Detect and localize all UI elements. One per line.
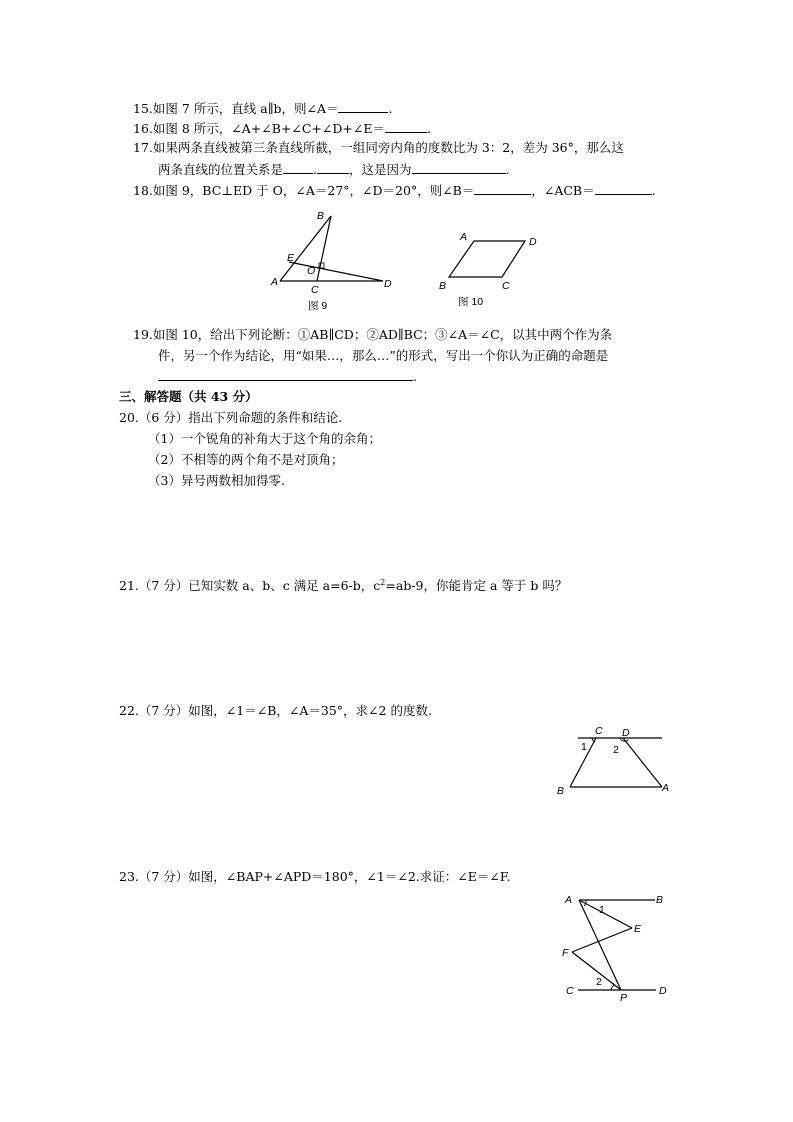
- fig22-label-b: B: [557, 785, 565, 797]
- fig10-label-d: D: [529, 236, 537, 248]
- fig10-label-c: C: [502, 280, 510, 292]
- question-23: 23.（7 分）如图，∠BAP+∠APD＝180°，∠1＝∠2.求证：∠E＝∠F.: [119, 869, 511, 884]
- question-19-line2: 件，另一个作为结论，用“如果…，那么…”的形式，写出一个你认为正确的命题是: [158, 348, 609, 363]
- figure-22: [552, 722, 682, 798]
- fig23-label-b: B: [656, 894, 664, 906]
- question-19-line3: .: [158, 368, 417, 385]
- fig10-label-b: B: [439, 280, 447, 292]
- fig23-label-e: E: [634, 923, 642, 935]
- fig23-label-2: 2: [596, 976, 602, 988]
- q19-answer-blank[interactable]: [158, 368, 413, 381]
- figure-10: [435, 226, 550, 310]
- question-20: 20.（6 分）指出下列命题的条件和结论.: [119, 410, 343, 425]
- question-17-line2: 两条直线的位置关系是 . ，这是因为 .: [158, 162, 510, 177]
- fig23-label-f: F: [562, 947, 569, 959]
- fig9-label-a: A: [271, 276, 279, 288]
- fig23-label-1: 1: [599, 904, 605, 916]
- question-16: 16.如图 8 所示，∠A+∠B+∠C+∠D+∠E＝ .: [133, 121, 431, 136]
- question-18: 18.如图 9，BC⊥ED 于 O，∠A＝27°，∠D＝20°，则∠B＝ ，∠ACB＝ .: [133, 183, 656, 198]
- fig9-label-b: B: [317, 210, 325, 222]
- question-15: 15.如图 7 所示，直线 a∥b，则∠A＝ .: [133, 101, 393, 116]
- q20-item-3: （3）异号两数相加得零.: [148, 473, 285, 488]
- fig9-label-d: D: [384, 278, 392, 290]
- section-3-title: 三、解答题（共 43 分）: [119, 389, 258, 404]
- question-19-line1: 19.如图 10，给出下列论断：①AB∥CD；②AD∥BC；③∠A＝∠C，以其中两个作为条: [133, 327, 613, 342]
- fig10-caption: 图 10: [458, 296, 484, 308]
- q20-item-1: （1）一个锐角的补角大于这个角的余角；: [148, 431, 381, 446]
- q20-item-2: （2）不相等的两个角不是对顶角；: [148, 452, 344, 467]
- fig10-label-a: A: [460, 231, 468, 243]
- fig23-label-p: P: [620, 992, 628, 1004]
- fig9-label-e: E: [287, 252, 295, 264]
- question-22: 22.（7 分）如图，∠1＝∠B，∠A＝35°，求∠2 的度数.: [119, 703, 432, 718]
- question-17-line1: 17.如果两条直线被第三条直线所截，一组同旁内角的度数比为 3：2，差为 36°，那么这: [133, 140, 624, 155]
- q17-blank-3[interactable]: [412, 161, 506, 174]
- figure-9: [265, 205, 405, 313]
- q18-blank-1[interactable]: [474, 182, 531, 195]
- fig9-label-o: O: [307, 265, 316, 277]
- fig22-label-2: 2: [613, 744, 619, 756]
- q18-blank-2[interactable]: [595, 182, 652, 195]
- fig23-label-d: D: [659, 985, 667, 997]
- q15-text: 15.如图 7 所示，直线 a∥b，则∠A＝: [133, 101, 339, 116]
- figure-23: [558, 890, 678, 1006]
- question-21: 21.（7 分）已知实数 a、b、c 满足 a=6-b，$c^2=ab-9$，你能肯定 a 等于 b 吗？: [119, 577, 568, 593]
- fig22-label-a: A: [662, 782, 670, 794]
- fig9-label-c: C: [311, 284, 319, 296]
- q16-text: 16.如图 8 所示，∠A+∠B+∠C+∠D+∠E＝: [133, 121, 385, 136]
- fig22-label-1: 1: [581, 741, 587, 753]
- q16-answer-blank[interactable]: [385, 120, 427, 133]
- fig22-label-c: C: [595, 725, 603, 737]
- q15-answer-blank[interactable]: [338, 100, 388, 113]
- fig23-label-c: C: [566, 985, 574, 997]
- fig9-caption: 图 9: [308, 300, 328, 312]
- fig22-label-d: D: [622, 727, 630, 739]
- fig23-label-a: A: [565, 894, 573, 906]
- q17-blank-2[interactable]: [317, 161, 349, 174]
- q17-blank-1[interactable]: [283, 161, 313, 174]
